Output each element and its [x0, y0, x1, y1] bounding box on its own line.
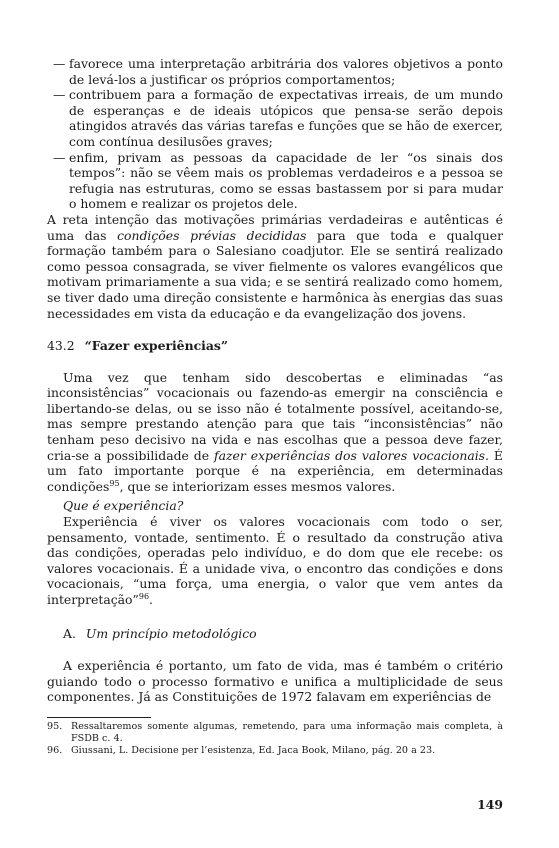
footnote-ref[interactable]: 95	[109, 478, 120, 488]
paragraph-experiences	[47, 370, 503, 495]
paragraph-motivations	[47, 212, 503, 321]
footnote-number: 96.	[47, 744, 63, 756]
section-heading	[47, 338, 503, 354]
paragraph-text: para que toda e qualquer formação também para o Salesiano coadjutor. Ele se sentirá realizado como pessoa consagrada, se viver fielmente os valores evangélicos que motivam primariamente a sua vida; e se sentirá realizado como homem, se tiver dado uma direção consistente e harmônica às energias das suas necessidades em vista da educação e da evangelização dos jovens.	[47, 227, 504, 321]
section-number: 43.2	[47, 338, 75, 354]
footnote-text: Giussani, L. Decisione per l’esistenza, Ed. Jaca Book, Milano, pág. 20 a 23.	[71, 744, 436, 756]
footnote-text: Ressaltaremos somente algumas, remetendo, para uma informação mais completa, à FSDB c. 4.	[71, 720, 503, 744]
paragraph-text: A reta intenção das motivações primárias verdadeiras e autênticas é uma das	[47, 211, 503, 243]
paragraph-principle: A experiência é portanto, um fato de vida, mas é também o critério guiando todo o processo formativo e unifica a multiplicidade de seus componentes. Já as Constituições de 1972 falavam em experiências de	[47, 658, 503, 705]
question-line: Que é experiência?	[63, 498, 184, 514]
subsection-letter: A.	[63, 625, 76, 641]
paragraph-definition	[47, 514, 503, 608]
paragraph-text: .	[149, 592, 153, 607]
bullet-item	[55, 87, 503, 149]
paragraph-emphasis: condições prévias decididas	[117, 227, 307, 243]
bullet-dash: —	[53, 56, 66, 71]
page-number: 149	[477, 797, 503, 812]
paragraph-emphasis: fazer experiências dos valores vocacionais.	[214, 447, 489, 463]
bullet-item	[55, 56, 503, 87]
bullet-dash: —	[53, 87, 66, 103]
paragraph-text: Uma vez que tenham sido descobertas e eliminadas “as inconsistências” vocacionais ou fazendo-as emergir na consciência e libertando-se delas, ou se isso não é totalmente possível, aceitando-se, mas sempre prestando atenção para que tais “inconsistências” não tenham peso decisivo na vida e nas escolhas que a pessoa deve fazer, cria-se a possibilidade de	[47, 369, 503, 463]
footnote-ref[interactable]: 96	[138, 591, 150, 601]
footnote	[47, 721, 503, 745]
footnote-divider	[47, 717, 151, 718]
subsection-title: Um princípio metodológico	[85, 625, 257, 641]
bullet-text: enfim, privam as pessoas da capacidade de ler “os sinais dos tempos”: não se vêem mais os problemas verdadeiros e a pessoa se refugia nas estruturas, como se essas bastassem por si para mudar o homem e realizar os projetos dele.	[69, 149, 503, 212]
bullet-text: contribuem para a formação de expectativas irreais, de um mundo de esperanças e de ideais utópicos que pensa-se serão depois atingidos através das várias tarefas e funções que se hão de exercer, com contínua desilusões graves;	[69, 87, 503, 149]
paragraph-text: , que se interiorizam esses mesmos valores.	[119, 478, 396, 494]
page-body	[47, 56, 503, 757]
bullet-dash: —	[53, 149, 66, 165]
footnotes	[47, 721, 503, 757]
bullet-item	[55, 150, 503, 212]
paragraph-text: Experiência é viver os valores vocacionais com todo o ser, pensamento, vontade, sentimento. É o resultado da construção ativa das condições, operadas pelo indivíduo, e do dom que ele recebe: os valores vocacionais. É a unidade viva, o encontro das condições e dons vocacionais, “uma força, uma energia, o valor que vem antes da interpretação”	[47, 514, 503, 607]
bullet-text: favorece uma interpretação arbitrária dos valores objetivos a ponto de levá-los a justificar os próprios comportamentos;	[69, 56, 503, 87]
paragraph-text: É um fato importante porque é na experiência, em determinadas condições	[47, 447, 503, 494]
section-title: “Fazer experiências”	[84, 338, 228, 354]
subsection-heading	[47, 626, 503, 642]
footnote-number: 95.	[47, 720, 63, 732]
footnote	[47, 745, 503, 757]
